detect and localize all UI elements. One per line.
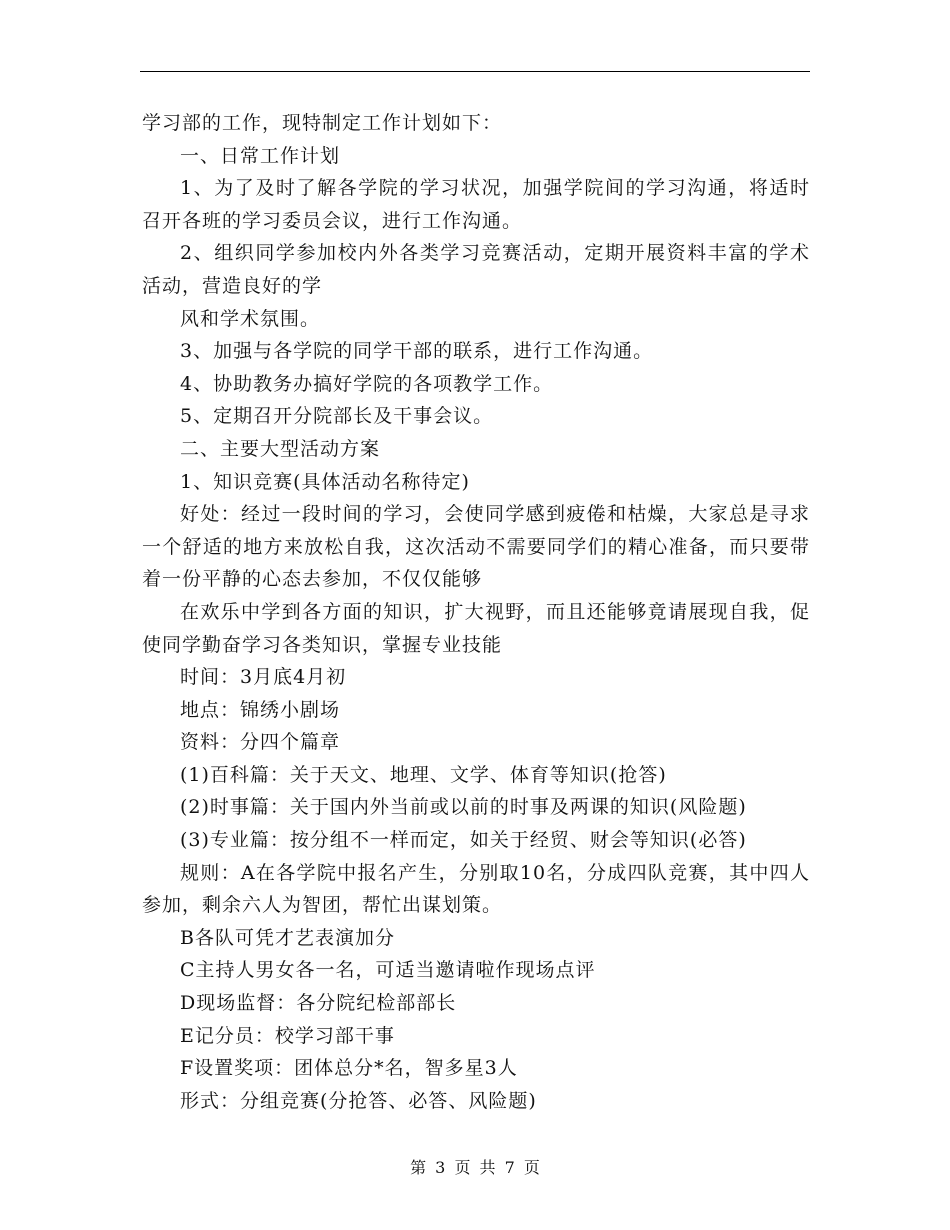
paragraph: 1、为了及时了解各学院的学习状况，加强学院间的学习沟通，将适时召开各班的学习委员会议，进行工作沟通。 bbox=[142, 177, 810, 232]
paragraph: 4、协助教务办搞好学院的各项教学工作。 bbox=[180, 372, 554, 395]
paragraph: 1、知识竞赛(具体活动名称待定) bbox=[180, 470, 470, 493]
paragraph: C主持人男女各一名，可适当邀请啦作现场点评 bbox=[180, 959, 596, 982]
paragraph: (2)时事篇：关于国内外当前或以前的时事及两课的知识(风险题) bbox=[180, 796, 747, 819]
paragraph: 时间：3月底4月初 bbox=[180, 666, 347, 689]
section-heading: 一、日常工作计划 bbox=[180, 144, 341, 167]
section-heading: 二、主要大型活动方案 bbox=[180, 437, 381, 460]
paragraph: 好处：经过一段时间的学习，会使同学感到疲倦和枯燥，大家总是寻求一个舒适的地方来放松自我，这次活动不需要同学们的精心准备，而只要带着一份平静的心态去参加，不仅仅能够 bbox=[142, 503, 810, 591]
paragraph: 资料：分四个篇章 bbox=[180, 731, 341, 754]
paragraph: 学习部的工作，现特制定工作计划如下： bbox=[142, 112, 503, 134]
paragraph: (1)百科篇：关于天文、地理、文学、体育等知识(抢答) bbox=[180, 763, 667, 786]
paragraph: D现场监督：各分院纪检部部长 bbox=[180, 992, 457, 1015]
paragraph: 规则：A在各学院中报名产生，分别取10名，分成四队竞赛，其中四人参加，剩余六人为智团，帮忙出谋划策。 bbox=[142, 861, 810, 917]
paragraph: 风和学术氛围。 bbox=[180, 307, 321, 330]
paragraph: 5、定期召开分院部长及干事会议。 bbox=[180, 405, 494, 428]
paragraph: E记分员：校学习部干事 bbox=[180, 1024, 395, 1047]
paragraph: 地点：锦绣小剧场 bbox=[180, 698, 341, 721]
paragraph: (3)专业篇：按分组不一样而定，如关于经贸、财会等知识(必答) bbox=[180, 829, 747, 852]
header-rule bbox=[140, 71, 810, 72]
document-body bbox=[142, 107, 810, 1117]
paragraph: 形式：分组竞赛(分抢答、必答、风险题) bbox=[180, 1089, 537, 1112]
paragraph: F设置奖项：团体总分*名，智多星3人 bbox=[180, 1057, 518, 1080]
paragraph: B各队可凭才艺表演加分 bbox=[180, 926, 395, 949]
paragraph: 在欢乐中学到各方面的知识，扩大视野，而且还能够竟请展现自我，促使同学勤奋学习各类知识，掌握专业技能 bbox=[142, 600, 810, 656]
paragraph: 3、加强与各学院的同学干部的联系，进行工作沟通。 bbox=[180, 340, 654, 363]
page-number-footer: 第 3 页 共 7 页 bbox=[410, 1158, 540, 1177]
paragraph: 2、组织同学参加校内外各类学习竞赛活动，定期开展资料丰富的学术活动，营造良好的学 bbox=[142, 242, 810, 297]
